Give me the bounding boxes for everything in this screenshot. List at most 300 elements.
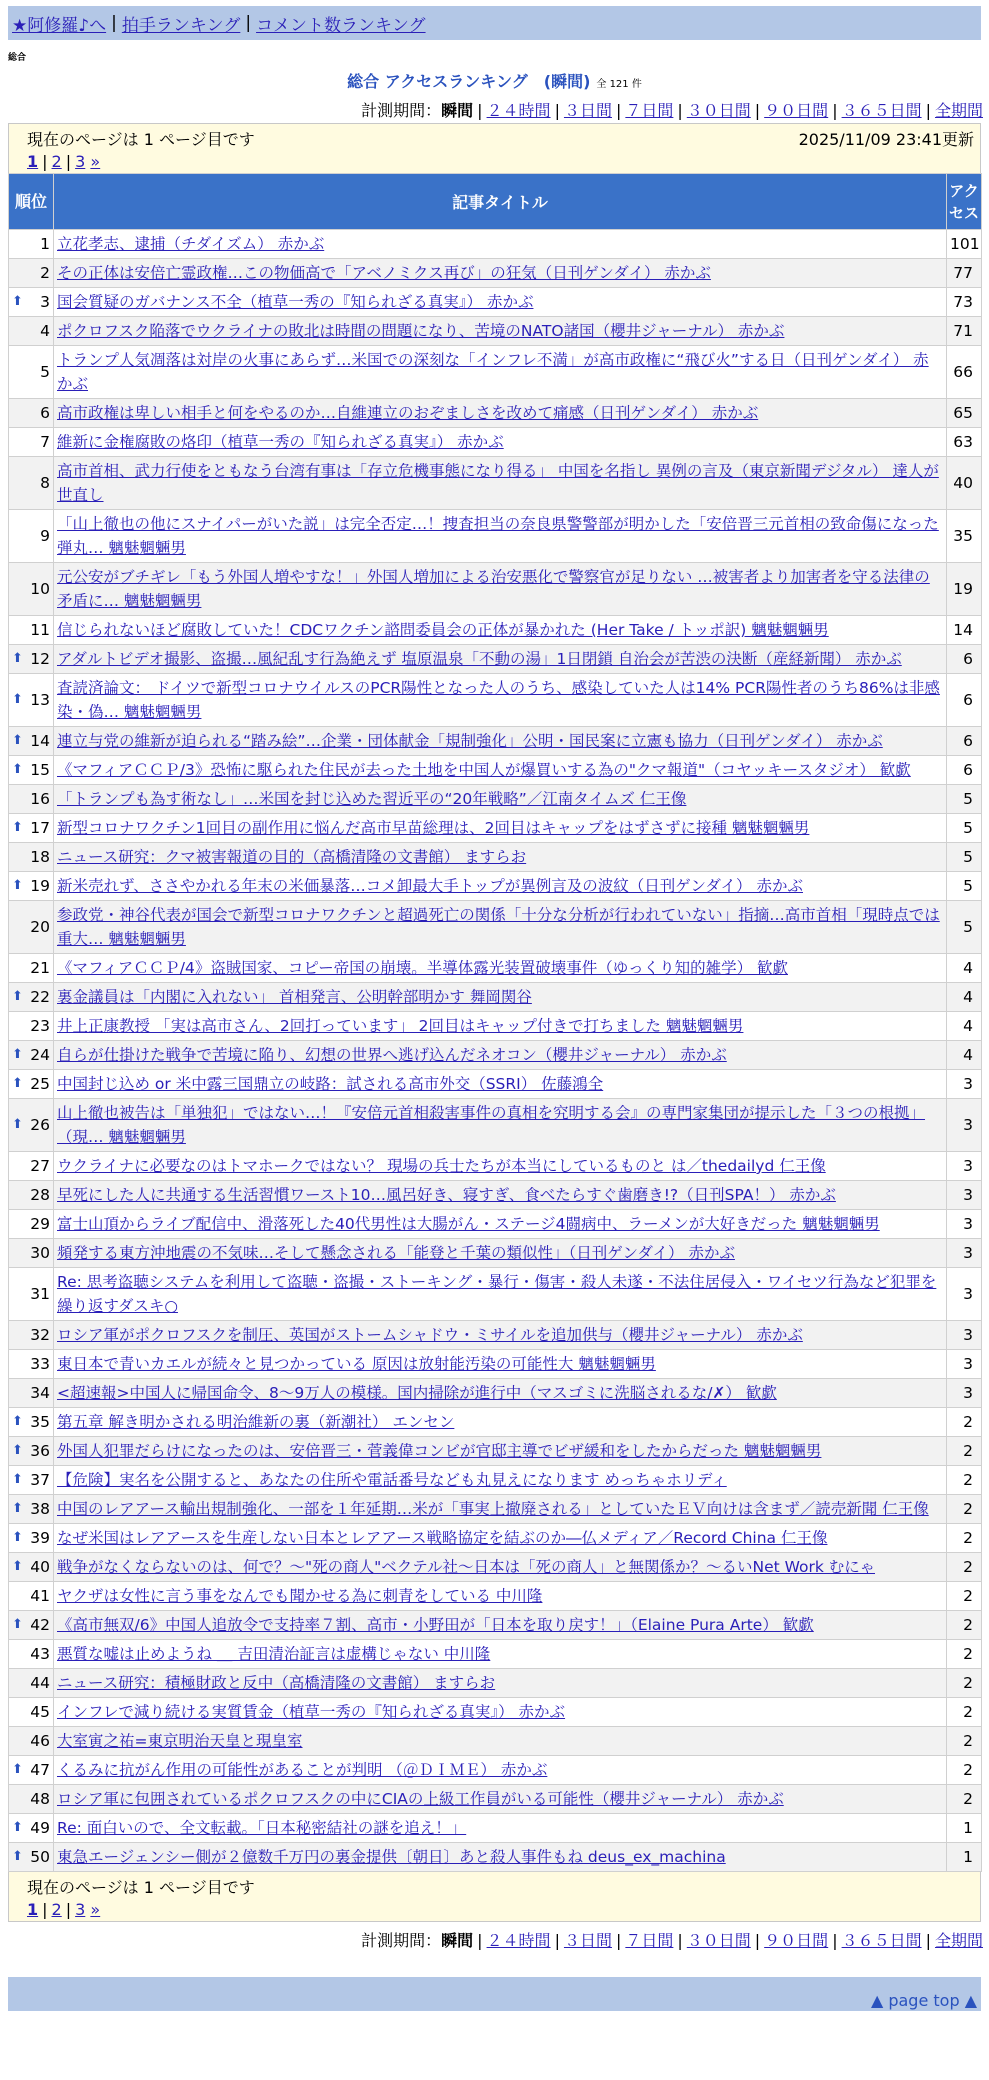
table-row (9, 346, 982, 399)
period-label: 計測期間： (361, 101, 442, 120)
access-count: 4 (947, 1012, 982, 1041)
period-option[interactable]: ２４時間 (486, 1931, 551, 1950)
title-cell (54, 1785, 947, 1814)
title-cell (54, 288, 947, 317)
rank-up-arrow-icon: ⬆ (12, 878, 23, 893)
home-link[interactable]: ★阿修羅♪へ (12, 15, 107, 36)
rank-number: 20 (30, 918, 50, 936)
title-cell (54, 1210, 947, 1239)
rank-cell (9, 1640, 54, 1669)
period-option[interactable]: 全期間 (934, 1931, 983, 1950)
rank-number: 17 (30, 819, 50, 837)
rank-cell (9, 317, 54, 346)
article-link[interactable]: 連立与党の維新が迫られる“踏み絵”…企業・団体献金「規制強化」公明・国民案に立憲も協力（日刊ゲンダイ） 赤かぶ (57, 732, 883, 750)
period-option[interactable]: ７日間 (625, 101, 674, 120)
table-row (9, 230, 982, 259)
access-count: 2 (947, 1408, 982, 1437)
rank-cell (9, 1408, 54, 1437)
article-link[interactable]: インフレで減り続ける実質賃金（植草一秀の『知られざる真実』） 赤かぶ (57, 1703, 566, 1721)
article-link[interactable]: 高市政権は卑しい相手と何をやるのか…自維連立のおぞましさを改めて痛感（日刊ゲンダイ） 赤かぶ (57, 404, 759, 422)
rank-number: 32 (30, 1326, 50, 1344)
updated-timestamp: 2025/11/09 23:41更新 (798, 130, 974, 149)
current-page-text: 現在のページは 1 ページ目です (27, 1878, 255, 1897)
access-count: 3 (947, 1379, 982, 1408)
article-link[interactable]: 早死にした人に共通する生活習慣ワースト10…風呂好き、寝すぎ、食べたらすぐ歯磨き!?（日刊SPA！） 赤かぶ (57, 1186, 836, 1204)
title-cell (54, 399, 947, 428)
rank-up-arrow-icon: ⬆ (12, 1559, 23, 1574)
rank-number: 7 (40, 433, 50, 451)
article-link[interactable]: 外国人犯罪だらけになったのは、安倍晋三・菅義偉コンビが官邸主導でビザ緩和をしたからだった 魑魅魍魎男 (57, 1442, 822, 1460)
article-link[interactable]: アダルトビデオ撮影、盗撮…風紀乱す行為絶えず 塩原温泉「不動の湯」1日閉鎖 自治会が苦渋の決断（産経新聞） 赤かぶ (57, 650, 902, 668)
table-row (9, 1181, 982, 1210)
period-separator: | (832, 101, 838, 120)
rank-cell (9, 346, 54, 399)
rank-number: 19 (30, 877, 50, 895)
pager-top (8, 123, 981, 173)
table-row (9, 843, 982, 872)
rank-number: 48 (30, 1790, 50, 1808)
title-cell (54, 230, 947, 259)
article-link[interactable]: 維新に金権腐敗の烙印（植草一秀の『知られざる真実』） 赤かぶ (57, 433, 504, 451)
title-cell (54, 1408, 947, 1437)
table-row (9, 1210, 982, 1239)
article-link[interactable]: 参政党・神谷代表が国会で新型コロナワクチンと超過死亡の関係「十分な分析が行われていない」指摘…高市首相「現時点では重大… 魑魅魍魎男 (57, 906, 940, 948)
title-cell (54, 616, 947, 645)
period-option[interactable]: ３０日間 (686, 1931, 751, 1950)
title-cell (54, 1524, 947, 1553)
page-link[interactable]: 3 (75, 1900, 86, 1919)
table-row (9, 1843, 982, 1872)
rank-number: 26 (30, 1116, 50, 1134)
title-cell (54, 1379, 947, 1408)
rank-number: 4 (40, 322, 50, 340)
title-cell (54, 317, 947, 346)
rank-cell (9, 616, 54, 645)
table-row (9, 1408, 982, 1437)
pager-separator: | (42, 1900, 48, 1919)
period-option[interactable]: 全期間 (934, 101, 983, 120)
access-count: 14 (947, 616, 982, 645)
rank-number: 34 (30, 1384, 50, 1402)
rank-number: 23 (30, 1017, 50, 1035)
article-link[interactable]: 裏金議員は「内閣に入れない」 首相発言、公明幹部明かす 舞岡関谷 (57, 988, 532, 1006)
table-row (9, 1379, 982, 1408)
table-row (9, 1756, 982, 1785)
rank-cell (9, 814, 54, 843)
table-row (9, 1611, 982, 1640)
title-cell (54, 674, 947, 727)
access-count: 19 (947, 563, 982, 616)
article-link[interactable]: 山上徹也被告は「単独犯」ではない…！『安倍元首相殺害事件の真相を究明する会』の専門家集団が提示した「３つの根拠」 （現… 魑魅魍魎男 (57, 1104, 926, 1146)
title-cell (54, 1268, 947, 1321)
access-count: 6 (947, 727, 982, 756)
article-link[interactable]: ウクライナに必要なのはトマホークではない？ 現場の兵士たちが本当にしているものと は／thedailyd 仁王像 (57, 1157, 826, 1175)
article-link[interactable]: ヤクザは女性に言う事をなんでも聞かせる為に刺青をしている 中川隆 (57, 1587, 543, 1605)
rank-number: 28 (30, 1186, 50, 1204)
period-selector-top (0, 98, 983, 121)
rank-cell (9, 983, 54, 1012)
page-title-text: 総合 アクセスランキング (瞬間) (347, 72, 591, 91)
rank-cell (9, 259, 54, 288)
rank-up-arrow-icon: ⬆ (12, 1530, 23, 1545)
table-row (9, 1350, 982, 1379)
rank-number: 29 (30, 1215, 50, 1233)
rank-cell (9, 1756, 54, 1785)
access-count: 2 (947, 1495, 982, 1524)
rank-up-arrow-icon: ⬆ (12, 1762, 23, 1777)
rank-number: 2 (40, 264, 50, 282)
article-link[interactable]: 東日本で青いカエルが続々と見つかっている 原因は放射能汚染の可能性大 魑魅魍魎男 (57, 1355, 656, 1373)
title-cell (54, 1611, 947, 1640)
article-link[interactable]: くるみに抗がん作用の可能性があることが判明 （＠ＤＩＭＥ） 赤かぶ (57, 1761, 548, 1779)
access-count: 2 (947, 1437, 982, 1466)
article-link[interactable]: 中国封じ込め or 米中露三国鼎立の岐路：試される高市外交（SSRI） 佐藤鴻全 (57, 1075, 604, 1093)
table-row (9, 674, 982, 727)
rank-number: 5 (40, 363, 50, 381)
article-link[interactable]: 査読済論文： ドイツで新型コロナウイルスのPCR陽性となった人のうち、感染していた人は14% PCR陽性者のうち86%は非感染・偽… 魑魅魍魎男 (57, 679, 940, 721)
period-separator: | (925, 101, 931, 120)
period-label: 計測期間： (361, 1931, 442, 1950)
title-cell (54, 1495, 947, 1524)
col-header-access: アクセス (947, 174, 982, 230)
access-count: 3 (947, 1181, 982, 1210)
title-cell (54, 1321, 947, 1350)
period-option[interactable]: ３日間 (563, 1931, 612, 1950)
period-option[interactable]: ３０日間 (686, 101, 751, 120)
title-cell (54, 346, 947, 399)
rank-number: 12 (30, 650, 50, 668)
rank-number: 9 (40, 527, 50, 545)
rank-number: 37 (30, 1471, 50, 1489)
title-cell (54, 785, 947, 814)
rank-number: 24 (30, 1046, 50, 1064)
rank-number: 13 (30, 691, 50, 709)
access-count: 2 (947, 1756, 982, 1785)
rank-cell (9, 1582, 54, 1611)
period-separator: | (554, 101, 560, 120)
title-cell (54, 1437, 947, 1466)
access-count: 73 (947, 288, 982, 317)
rank-cell (9, 756, 54, 785)
col-header-title: 記事タイトル (54, 174, 947, 230)
table-row (9, 1785, 982, 1814)
access-count: 4 (947, 983, 982, 1012)
article-link[interactable]: 高市首相、武力行使をともなう台湾有事は「存立危機事態になり得る」 中国を名指し 異例の言及（東京新聞デジタル） 達人が世直し (57, 462, 939, 504)
rank-cell (9, 1350, 54, 1379)
table-row (9, 510, 982, 563)
footer-bar (8, 1977, 981, 2011)
page-link[interactable]: 1 (27, 152, 39, 171)
article-link[interactable]: 【危険】実名を公開すると、あなたの住所や電話番号なども丸見えになります めっちゃホリディ (57, 1471, 727, 1489)
access-count: 5 (947, 843, 982, 872)
article-link[interactable]: ロシア軍がポクロフスクを制圧、英国がストームシャドウ・ミサイルを追加供与（櫻井ジャーナル） 赤かぶ (57, 1326, 803, 1344)
article-link[interactable]: ロシア軍に包囲されているポクロフスクの中にCIAの上級工作員がいる可能性（櫻井ジャーナル） 赤かぶ (57, 1790, 784, 1808)
rank-number: 15 (30, 761, 50, 779)
period-option[interactable]: ３６５日間 (841, 1931, 922, 1950)
title-cell (54, 1099, 947, 1152)
pager-separator: | (65, 1900, 72, 1919)
rank-cell (9, 563, 54, 616)
rank-number: 8 (40, 474, 50, 492)
rank-cell (9, 1041, 54, 1070)
access-count: 3 (947, 1210, 982, 1239)
table-row (9, 1012, 982, 1041)
access-count: 3 (947, 1268, 982, 1321)
table-row (9, 317, 982, 346)
rank-number: 6 (40, 404, 50, 422)
rank-cell (9, 1099, 54, 1152)
rank-number: 38 (30, 1500, 50, 1518)
next-page-link[interactable]: » (90, 152, 101, 171)
rank-cell (9, 1553, 54, 1582)
access-count: 3 (947, 1239, 982, 1268)
title-cell (54, 1152, 947, 1181)
access-count: 101 (947, 230, 982, 259)
rank-number: 10 (30, 580, 50, 598)
table-row (9, 983, 982, 1012)
rank-number: 25 (30, 1075, 50, 1093)
rank-number: 40 (30, 1558, 50, 1576)
access-count: 2 (947, 1669, 982, 1698)
article-link[interactable]: 「トランプも為す術なし」…米国を封じ込めた習近平の“20年戦略”／江南タイムズ 仁王像 (57, 790, 687, 808)
article-link[interactable]: 大室寅之祐=東京明治天皇と現皇室 (57, 1732, 303, 1750)
page-link[interactable]: 2 (51, 1900, 62, 1919)
title-cell (54, 1181, 947, 1210)
rank-up-arrow-icon: ⬆ (12, 1501, 23, 1516)
title-cell (54, 563, 947, 616)
access-count: 3 (947, 1350, 982, 1379)
rank-cell (9, 1727, 54, 1756)
title-cell (54, 1582, 947, 1611)
period-selector-bottom (0, 1928, 983, 1951)
title-cell (54, 510, 947, 563)
page-link[interactable]: 1 (27, 1900, 39, 1919)
title-cell (54, 1239, 947, 1268)
rank-cell (9, 1785, 54, 1814)
table-row (9, 1640, 982, 1669)
rank-number: 11 (30, 621, 50, 639)
rank-cell (9, 1437, 54, 1466)
rank-cell (9, 1379, 54, 1408)
article-link[interactable]: 中国のレアアース輸出規制強化、一部を１年延期…米が「事実上撤廃される」としていたＥＶ向けは含まず／読売新聞 仁王像 (57, 1500, 929, 1518)
rank-up-arrow-icon: ⬆ (12, 692, 23, 707)
period-option[interactable]: ２４時間 (486, 101, 551, 120)
table-row (9, 1495, 982, 1524)
article-link[interactable]: なぜ米国はレアアースを生産しない日本とレアアース戦略協定を結ぶのか―仏メディア／Record China 仁王像 (57, 1529, 828, 1547)
rank-number: 31 (30, 1285, 50, 1303)
access-count: 35 (947, 510, 982, 563)
rank-cell (9, 399, 54, 428)
access-count: 65 (947, 399, 982, 428)
rank-up-arrow-icon: ⬆ (12, 1617, 23, 1632)
rank-cell (9, 872, 54, 901)
rank-cell (9, 645, 54, 674)
article-link[interactable]: その正体は安倍亡霊政権…この物価高で「アベノミクス再び」の狂気（日刊ゲンダイ） 赤かぶ (57, 264, 711, 282)
table-row (9, 288, 982, 317)
rank-cell (9, 1843, 54, 1872)
access-count: 71 (947, 317, 982, 346)
pager-separator: | (42, 152, 48, 171)
table-row (9, 1152, 982, 1181)
article-link[interactable]: 「山上徹也の他にスナイパーがいた説」は完全否定…！捜査担当の奈良県警警部が明かした「安倍晋三元首相の致命傷になった弾丸… 魑魅魍魎男 (57, 515, 939, 557)
article-link[interactable]: 国会質疑のガバナンス不全（植草一秀の『知られざる真実』） 赤かぶ (57, 293, 534, 311)
access-count: 2 (947, 1524, 982, 1553)
table-row (9, 1524, 982, 1553)
rank-cell (9, 457, 54, 510)
article-link[interactable]: Re: 思考盗聴システムを利用して盗聴・盗撮・ストーキング・暴行・傷害・殺人未遂・不法住居侵入・ワイセツ行為など犯罪を繰り返すダスキ○ (57, 1273, 937, 1315)
title-cell (54, 1698, 947, 1727)
title-cell (54, 1756, 947, 1785)
period-option[interactable]: ９０日間 (764, 101, 829, 120)
title-cell (54, 1640, 947, 1669)
table-row (9, 1041, 982, 1070)
current-page-text: 現在のページは 1 ページ目です (27, 130, 255, 149)
rank-number: 46 (30, 1732, 50, 1750)
access-count: 2 (947, 1582, 982, 1611)
rank-cell (9, 1321, 54, 1350)
ranking-table (8, 173, 982, 1872)
article-link[interactable]: 《高市無双/6》中国人追放令で支持率７割、高市・小野田が「日本を取り戻す！」（Elaine Pura Arte） 歓歔 (57, 1616, 814, 1634)
rank-number: 36 (30, 1442, 50, 1460)
applause-ranking-link[interactable]: 拍手ランキング (121, 15, 241, 36)
article-link[interactable]: 自らが仕掛けた戦争で苦境に陥り、幻想の世界へ逃げ込んだネオコン（櫻井ジャーナル） 赤かぶ (57, 1046, 727, 1064)
access-count: 6 (947, 756, 982, 785)
rank-up-arrow-icon: ⬆ (12, 1443, 23, 1458)
article-link[interactable]: ニュース研究：積極財政と反中（高橋清隆の文書館） ますらお (57, 1674, 496, 1692)
title-cell (54, 1843, 947, 1872)
page-links (27, 152, 974, 171)
rank-up-arrow-icon: ⬆ (12, 1820, 23, 1835)
rank-number: 41 (30, 1587, 50, 1605)
comment-ranking-link[interactable]: コメント数ランキング (256, 15, 426, 36)
article-link[interactable]: 新米売れず、ささやかれる年末の米価暴落…コメ卸最大手トップが異例言及の波紋（日刊ゲンダイ） 赤かぶ (57, 877, 803, 895)
article-link[interactable]: 東急エージェンシー側が２億数千万円の裏金提供〔朝日〕あと殺人事件もね deus_ex_machina (57, 1848, 726, 1866)
rank-up-arrow-icon: ⬆ (12, 733, 23, 748)
rank-up-arrow-icon: ⬆ (12, 1414, 23, 1429)
period-separator: | (677, 1931, 683, 1950)
rank-cell (9, 1698, 54, 1727)
access-count: 6 (947, 674, 982, 727)
article-link[interactable]: 悪質な嘘は止めようね ＿ 吉田清治証言は虚構じゃない 中川隆 (57, 1645, 491, 1663)
article-link[interactable]: 富士山頂からライブ配信中、滑落死した40代男性は大腸がん・ステージ4闘病中、ラーメンが大好きだった 魑魅魍魎男 (57, 1215, 880, 1233)
access-count: 2 (947, 1640, 982, 1669)
rank-up-arrow-icon: ⬆ (12, 762, 23, 777)
access-count: 2 (947, 1553, 982, 1582)
article-link[interactable]: 戦争がなくならないのは、何で？～"死の商人"ベクテル社～日本は「死の商人」と無関係か？～るいNet Work むにゃ (57, 1558, 875, 1576)
title-cell (54, 843, 947, 872)
access-count: 4 (947, 954, 982, 983)
table-row (9, 1268, 982, 1321)
access-count: 1 (947, 1843, 982, 1872)
rank-cell (9, 1239, 54, 1268)
article-link[interactable]: 第五章 解き明かされる明治維新の裏（新潮社） エンセン (57, 1413, 455, 1431)
article-link[interactable]: トランプ人気凋落は対岸の火事にあらず…米国での深刻な「インフレ不満」が高市政権に“飛び火”する日（日刊ゲンダイ） 赤かぶ (57, 351, 929, 393)
title-cell (54, 872, 947, 901)
rank-number: 18 (30, 848, 50, 866)
article-link[interactable]: 《マフィアＣＣＰ/4》盗賊国家、コピー帝国の崩壊。半導体露光装置破壊事件（ゆっくり知的雑学） 歓歔 (57, 959, 788, 977)
breadcrumb: 総合 (8, 53, 27, 63)
article-link[interactable]: ニュース研究：クマ被害報道の目的（高橋清隆の文書館） ますらお (57, 848, 527, 866)
access-count: 3 (947, 1099, 982, 1152)
rank-cell (9, 288, 54, 317)
rank-cell (9, 1012, 54, 1041)
access-count: 40 (947, 457, 982, 510)
access-count: 2 (947, 1466, 982, 1495)
title-cell (54, 428, 947, 457)
period-separator: | (615, 1931, 622, 1950)
rank-cell (9, 901, 54, 954)
title-cell (54, 1466, 947, 1495)
rank-cell (9, 674, 54, 727)
article-link[interactable]: 元公安がブチギレ「もう外国人増やすな！」外国人増加による治安悪化で警察官が足りない …被害者より加害者を守る法律の矛盾に… 魑魅魍魎男 (57, 568, 930, 610)
period-separator: | (754, 1931, 761, 1950)
rank-cell (9, 1070, 54, 1099)
period-option: 瞬間 (441, 101, 474, 120)
rank-cell (9, 1210, 54, 1239)
table-row (9, 1437, 982, 1466)
col-header-rank: 順位 (9, 174, 54, 230)
table-row (9, 457, 982, 510)
article-link[interactable]: Re: 面白いので、全文転載。「日本秘密結社の謎を追え！」 (57, 1819, 467, 1837)
table-row (9, 1321, 982, 1350)
next-page-link[interactable]: » (90, 1900, 101, 1919)
period-separator: | (615, 101, 622, 120)
rank-number: 50 (30, 1848, 50, 1866)
page-link[interactable]: 2 (51, 152, 62, 171)
article-link[interactable]: 立花孝志、逮捕（チダイズム） 赤かぶ (57, 235, 325, 253)
table-row (9, 1099, 982, 1152)
table-row (9, 563, 982, 616)
table-row (9, 616, 982, 645)
page-top-link[interactable]: ▲ page top ▲ (870, 1991, 977, 2010)
table-row (9, 1466, 982, 1495)
page-link[interactable]: 3 (75, 152, 86, 171)
title-cell (54, 259, 947, 288)
period-option[interactable]: ３６５日間 (841, 101, 922, 120)
period-option[interactable]: ９０日間 (764, 1931, 829, 1950)
table-row (9, 1669, 982, 1698)
period-option[interactable]: ７日間 (625, 1931, 674, 1950)
title-cell (54, 727, 947, 756)
article-link[interactable]: 井上正康教授 「実は高市さん、2回打っています」 2回目はキャップ付きで打ちました 魑魅魍魎男 (57, 1017, 744, 1035)
period-option: 瞬間 (441, 1931, 474, 1950)
rank-number: 35 (30, 1413, 50, 1431)
article-link[interactable]: 《マフィアＣＣＰ/3》恐怖に駆られた住民が去った土地を中国人が爆買いする為の"クマ報道"（コヤッキースタジオ） 歓歔 (57, 761, 911, 779)
title-cell (54, 1553, 947, 1582)
rank-cell (9, 1669, 54, 1698)
access-count: 3 (947, 1321, 982, 1350)
title-cell (54, 814, 947, 843)
period-option[interactable]: ３日間 (563, 101, 612, 120)
page-links (27, 1900, 974, 1919)
rank-number: 42 (30, 1616, 50, 1634)
article-link[interactable]: ポクロフスク陥落でウクライナの敗北は時間の問題になり、苦境のNATO諸国（櫻井ジャーナル） 赤かぶ (57, 322, 785, 340)
rank-number: 3 (40, 293, 50, 311)
article-link[interactable]: <超速報>中国人に帰国命令、8～9万人の模様。国内掃除が進行中（マスゴミに洗脳されるな/✗） 歓歔 (57, 1384, 777, 1402)
article-link[interactable]: 頻発する東方沖地震の不気味…そして懸念される「能登と千葉の類似性」（日刊ゲンダイ） 赤かぶ (57, 1244, 735, 1262)
table-row (9, 1727, 982, 1756)
page-title (0, 69, 989, 92)
article-link[interactable]: 信じられないほど腐敗していた！CDCワクチン諮問委員会の正体が暴かれた (Her Take / トッポ訳) 魑魅魍魎男 (57, 621, 829, 639)
rank-cell (9, 785, 54, 814)
access-count: 5 (947, 872, 982, 901)
period-separator: | (477, 101, 483, 120)
nav-separator: | (245, 13, 252, 33)
period-separator: | (477, 1931, 483, 1950)
access-count: 6 (947, 645, 982, 674)
article-link[interactable]: 新型コロナワクチン1回目の副作用に悩んだ高市早苗総理は、2回目はキャップをはずさずに接種 魑魅魍魎男 (57, 819, 810, 837)
rank-number: 22 (30, 988, 50, 1006)
